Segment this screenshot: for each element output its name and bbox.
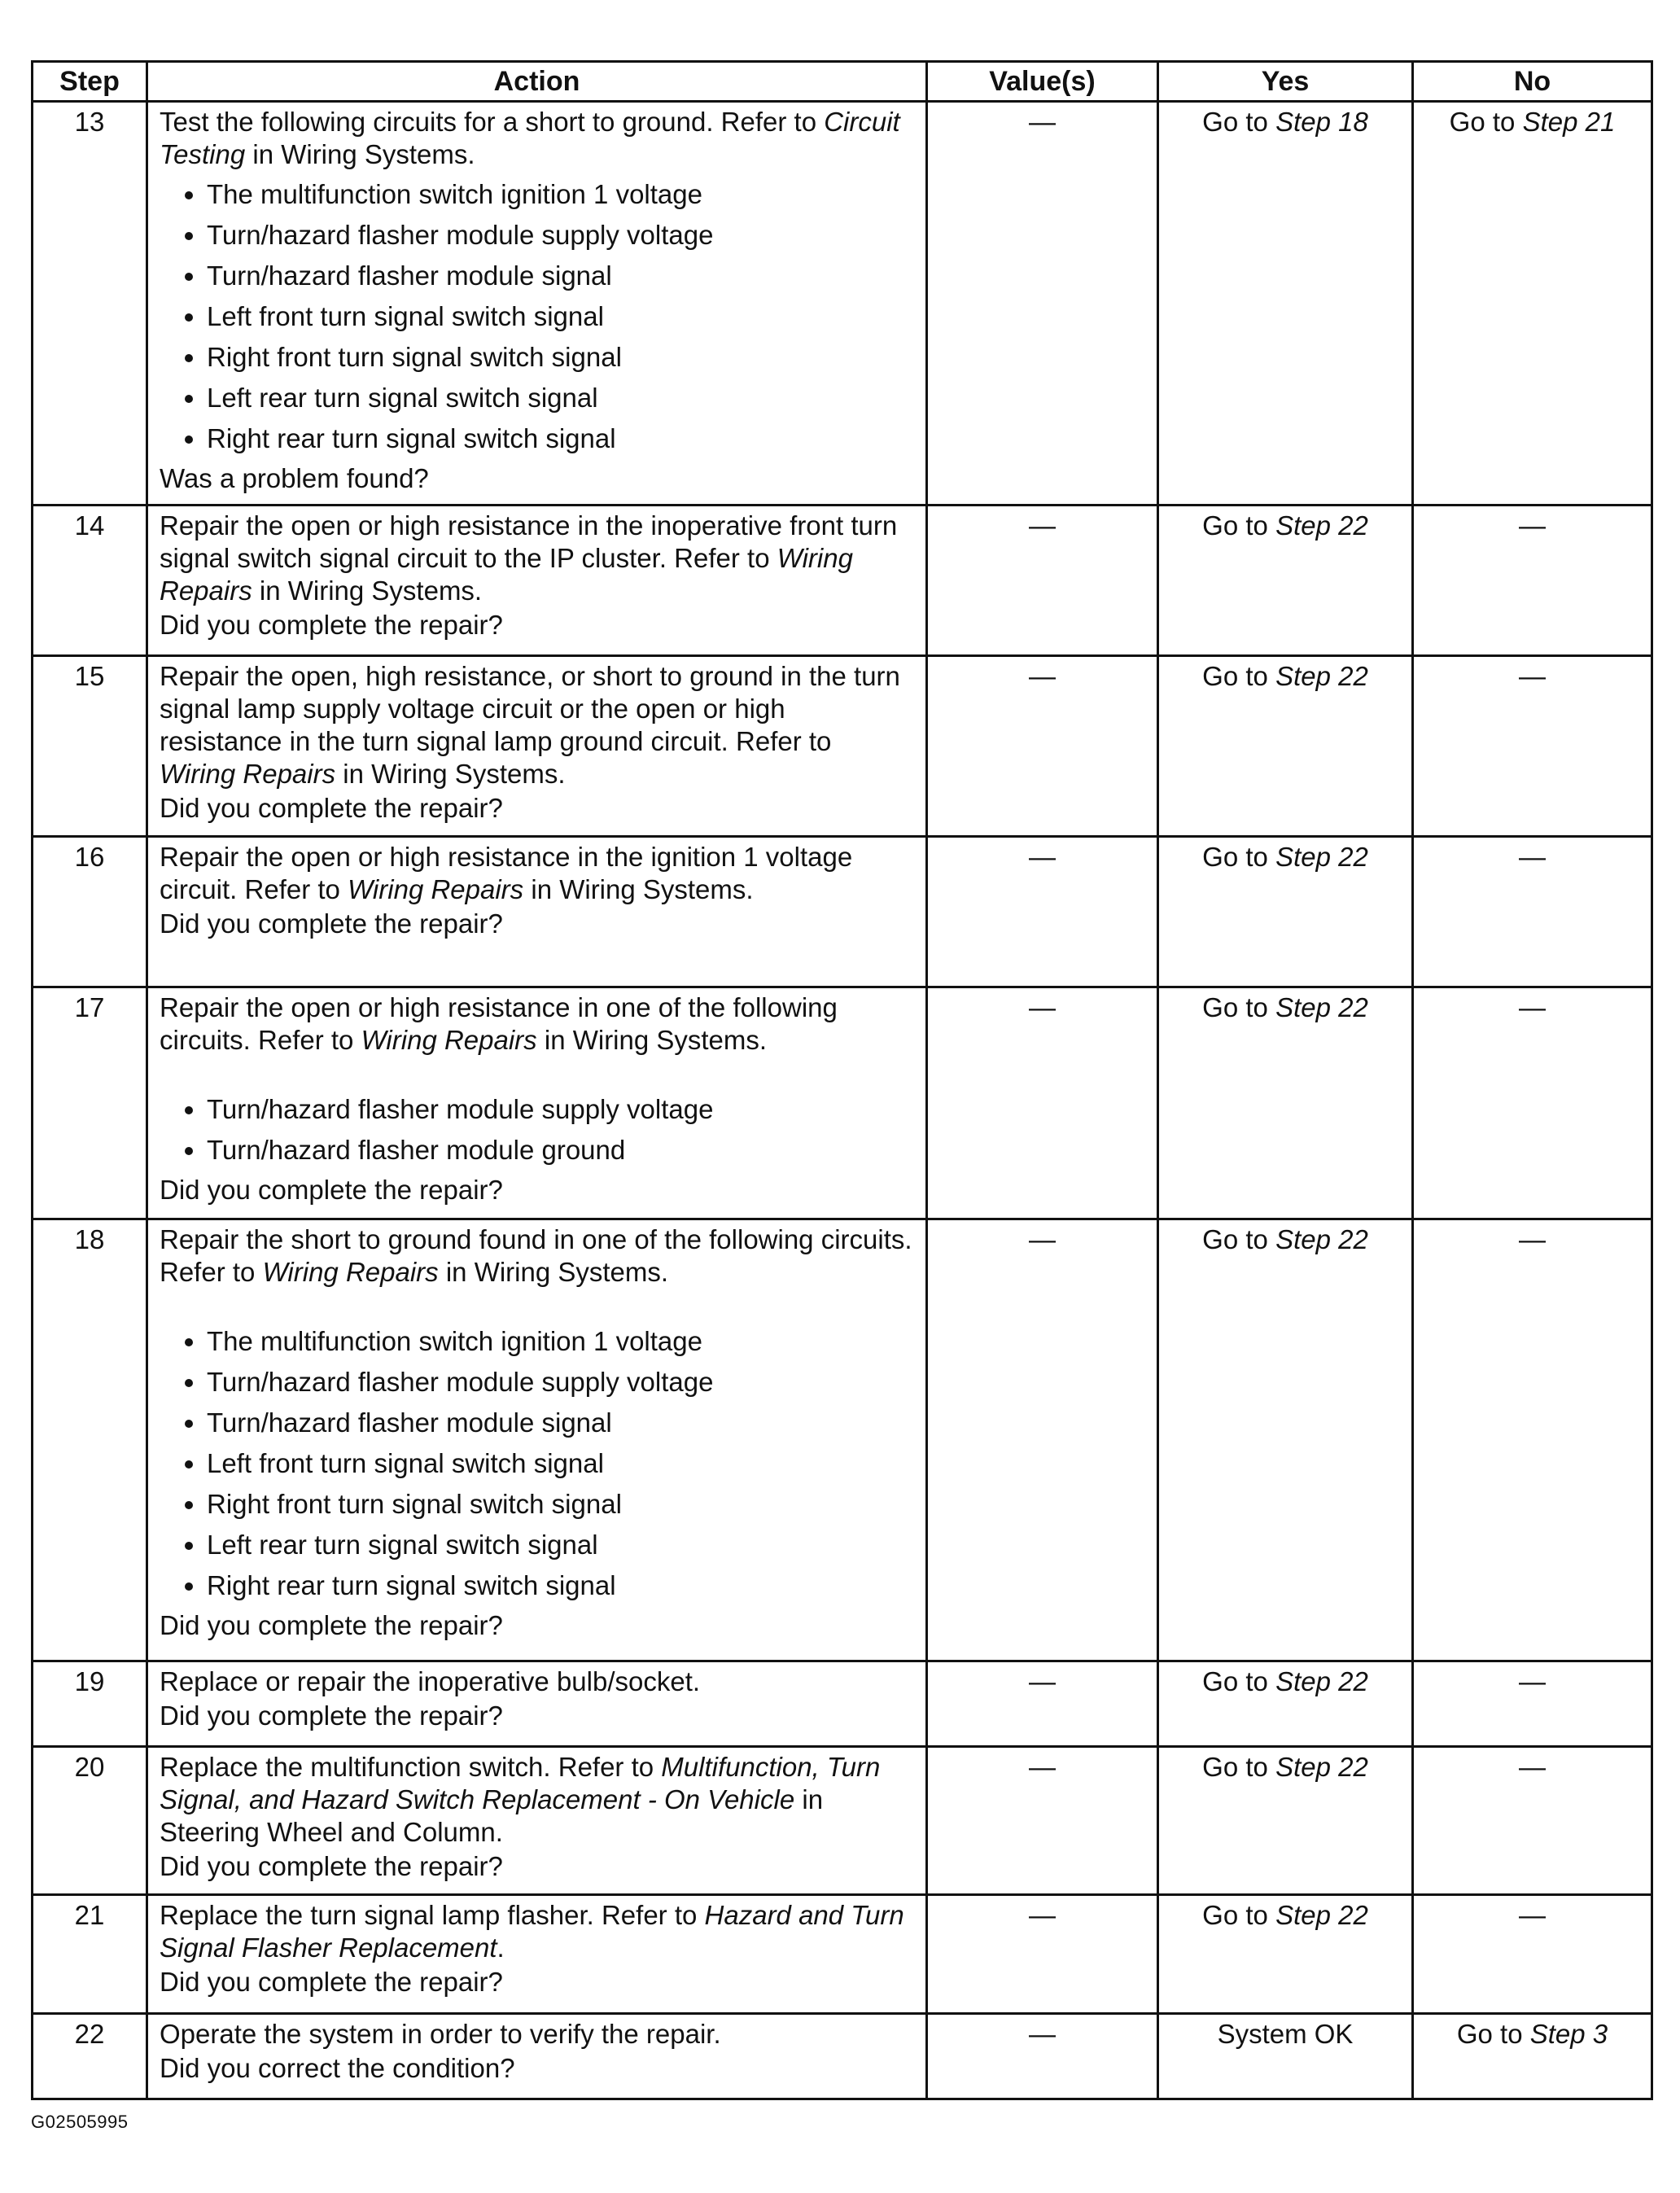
value-cell: — (927, 1661, 1158, 1747)
value-cell: — (927, 1219, 1158, 1661)
step-number: 20 (33, 1747, 147, 1895)
yes-step-ref: Step 22 (1275, 1666, 1368, 1696)
yes-text: Go to (1202, 842, 1276, 872)
no-cell (1413, 102, 1652, 506)
circuit-list-item: • Turn/hazard flasher module signal (207, 1403, 914, 1443)
yes-text: Go to (1202, 1752, 1276, 1782)
value-cell: — (927, 837, 1158, 987)
yes-text: Go to (1202, 510, 1276, 541)
action-question: Did you complete the repair? (160, 1701, 503, 1731)
yes-cell (1158, 1219, 1413, 1661)
no-cell: — (1413, 1747, 1652, 1895)
step-number: 17 (33, 987, 147, 1219)
action-text-post: in Wiring Systems. (245, 139, 475, 169)
action-reference: Circuit Testing (160, 107, 900, 169)
action-text-pre: Replace the turn signal lamp flasher. Refer to (160, 1900, 705, 1930)
action-text-pre: Repair the open, high resistance, or short to ground in the turn signal lamp supply voltage circuit or the open or high resistance in the turn signal lamp ground circuit. Refer to (160, 661, 900, 756)
no-step-ref: Step 21 (1522, 107, 1616, 137)
action-text-pre: Repair the open or high resistance in the ignition 1 voltage circuit. Refer to (160, 842, 853, 904)
action-text (160, 991, 914, 1057)
no-cell: — (1413, 987, 1652, 1219)
yes-step-ref: Step 22 (1275, 1900, 1368, 1930)
no-cell: — (1413, 837, 1652, 987)
yes-step-ref: Step 22 (1275, 510, 1368, 541)
circuit-list (160, 1089, 914, 1171)
no-cell: — (1413, 656, 1652, 837)
circuit-list (160, 174, 914, 459)
yes-step-ref: Step 22 (1275, 842, 1368, 872)
action-reference: Hazard and Turn Signal Flasher Replacement (160, 1900, 904, 1963)
action-text-pre: Repair the short to ground found in one of the following circuits. Refer to (160, 1224, 912, 1287)
table-row (33, 506, 1652, 656)
action-cell (147, 837, 927, 987)
action-text (160, 1899, 914, 1964)
action-text-post: in Wiring Systems. (252, 576, 483, 606)
no-cell: — (1413, 1895, 1652, 2014)
action-cell (147, 987, 927, 1219)
header-action: Action (147, 62, 927, 102)
circuit-list-item: • The multifunction switch ignition 1 voltage (207, 1321, 914, 1362)
action-text-pre: Replace the multifunction switch. Refer to (160, 1752, 662, 1782)
action-cell (147, 1219, 927, 1661)
circuit-list-item: • Right front turn signal switch signal (207, 337, 914, 378)
action-content (160, 1751, 914, 1883)
header-no: No (1413, 62, 1652, 102)
action-reference: Wiring Repairs (348, 874, 524, 904)
yes-step-ref: Step 22 (1275, 1224, 1368, 1254)
circuit-list-item: • Left rear turn signal switch signal (207, 1525, 914, 1565)
value-cell: — (927, 987, 1158, 1219)
action-question: Did you complete the repair? (160, 1175, 503, 1205)
action-cell (147, 1895, 927, 2014)
action-text-post: in Wiring Systems. (523, 874, 754, 904)
yes-text: Go to (1202, 992, 1276, 1022)
step-number: 22 (33, 2014, 147, 2099)
yes-text: Go to (1202, 1224, 1276, 1254)
table-row (33, 1661, 1652, 1747)
header-values: Value(s) (927, 62, 1158, 102)
yes-text: System OK (1217, 2019, 1354, 2049)
action-text-pre: Test the following circuits for a short to ground. Refer to (160, 107, 825, 137)
action-question: Did you complete the repair? (160, 793, 503, 823)
no-cell: — (1413, 506, 1652, 656)
table-row (33, 656, 1652, 837)
spacer (160, 1057, 914, 1086)
yes-step-ref: Step 22 (1275, 1752, 1368, 1782)
action-reference: Multifunction, Turn Signal, and Hazard Switch Replacement - On Vehicle (160, 1752, 881, 1814)
action-question: Was a problem found? (160, 463, 429, 493)
circuit-list-item: • Turn/hazard flasher module ground (207, 1130, 914, 1171)
action-content (160, 841, 914, 940)
table-row (33, 837, 1652, 987)
yes-cell (1158, 506, 1413, 656)
action-reference: Wiring Repairs (160, 543, 853, 606)
circuit-list-item: • Right front turn signal switch signal (207, 1484, 914, 1525)
no-cell: — (1413, 1661, 1652, 1747)
yes-text: Go to (1202, 107, 1276, 137)
yes-cell (1158, 837, 1413, 987)
action-content (160, 2018, 914, 2085)
yes-cell (1158, 102, 1413, 506)
value-cell: — (927, 1747, 1158, 1895)
action-text (160, 106, 914, 171)
circuit-list-item: • Left front turn signal switch signal (207, 296, 914, 337)
circuit-list-item: • Right rear turn signal switch signal (207, 418, 914, 459)
circuit-list-item: • Turn/hazard flasher module supply voltage (207, 1362, 914, 1403)
action-reference: Wiring Repairs (361, 1025, 537, 1055)
table-row (33, 1895, 1652, 2014)
no-text: Go to (1456, 2019, 1530, 2049)
action-cell (147, 1661, 927, 1747)
circuit-list (160, 1321, 914, 1606)
yes-cell (1158, 656, 1413, 837)
step-number: 18 (33, 1219, 147, 1661)
action-text (160, 2018, 914, 2051)
circuit-list-item: • Left front turn signal switch signal (207, 1443, 914, 1484)
yes-cell (1158, 1661, 1413, 1747)
yes-text: Go to (1202, 661, 1276, 691)
action-question: Did you complete the repair? (160, 1967, 503, 1997)
action-cell (147, 2014, 927, 2099)
action-cell (147, 506, 927, 656)
action-text (160, 1751, 914, 1849)
circuit-list-item: • Left rear turn signal switch signal (207, 378, 914, 418)
circuit-list-item: • The multifunction switch ignition 1 voltage (207, 174, 914, 215)
table-row (33, 1219, 1652, 1661)
action-text (160, 1223, 914, 1289)
action-cell (147, 656, 927, 837)
header-row (33, 62, 1652, 102)
action-question: Did you correct the condition? (160, 2053, 515, 2083)
yes-step-ref: Step 22 (1275, 992, 1368, 1022)
action-content (160, 660, 914, 825)
action-content (160, 991, 914, 1206)
action-text-pre: Repair the open or high resistance in one of the following circuits. Refer to (160, 992, 838, 1055)
step-number: 13 (33, 102, 147, 506)
action-text-post: in Wiring Systems. (335, 759, 566, 789)
step-number: 15 (33, 656, 147, 837)
action-cell (147, 102, 927, 506)
table-row (33, 987, 1652, 1219)
action-content (160, 1899, 914, 1998)
yes-text: Go to (1202, 1666, 1276, 1696)
no-cell: — (1413, 1219, 1652, 1661)
figure-code: G02505995 (31, 2112, 129, 2132)
action-cell (147, 1747, 927, 1895)
spacer (160, 1289, 914, 1318)
action-content (160, 1223, 914, 1642)
action-text-post: . (497, 1933, 505, 1963)
action-question: Did you complete the repair? (160, 610, 503, 640)
action-text-pre: Operate the system in order to verify the repair. (160, 2019, 721, 2049)
action-text-post: in Wiring Systems. (536, 1025, 768, 1055)
action-question: Did you complete the repair? (160, 1851, 503, 1881)
step-number: 19 (33, 1661, 147, 1747)
action-content (160, 106, 914, 495)
step-number: 16 (33, 837, 147, 987)
action-reference: Wiring Repairs (262, 1257, 439, 1287)
circuit-list-item: • Right rear turn signal switch signal (207, 1565, 914, 1606)
no-cell (1413, 2014, 1652, 2099)
action-text (160, 841, 914, 906)
header-step: Step (33, 62, 147, 102)
yes-cell (1158, 2014, 1413, 2099)
value-cell: — (927, 506, 1158, 656)
step-number: 21 (33, 1895, 147, 2014)
action-question: Did you complete the repair? (160, 908, 503, 939)
circuit-list-item: • Turn/hazard flasher module supply voltage (207, 215, 914, 256)
yes-text: Go to (1202, 1900, 1276, 1930)
no-step-ref: Step 3 (1529, 2019, 1608, 2049)
action-text-pre: Repair the open or high resistance in the inoperative front turn signal switch signal circuit to the IP cluster. Refer to (160, 510, 898, 573)
step-number: 14 (33, 506, 147, 656)
action-question: Did you complete the repair? (160, 1610, 503, 1640)
circuit-list-item: • Turn/hazard flasher module signal (207, 256, 914, 296)
yes-cell (1158, 987, 1413, 1219)
value-cell: — (927, 2014, 1158, 2099)
action-text-post: in Steering Wheel and Column. (160, 1784, 824, 1847)
table-row (33, 1747, 1652, 1895)
action-text (160, 510, 914, 607)
no-text: Go to (1449, 107, 1523, 137)
diagnostic-table (31, 60, 1653, 2100)
yes-cell (1158, 1895, 1413, 2014)
value-cell: — (927, 102, 1158, 506)
circuit-list-item: • Turn/hazard flasher module supply voltage (207, 1089, 914, 1130)
value-cell: — (927, 656, 1158, 837)
value-cell: — (927, 1895, 1158, 2014)
action-text (160, 1666, 914, 1698)
yes-cell (1158, 1747, 1413, 1895)
table-row (33, 102, 1652, 506)
action-content (160, 1666, 914, 1732)
action-text-post: in Wiring Systems. (438, 1257, 669, 1287)
yes-step-ref: Step 22 (1275, 661, 1368, 691)
table-row (33, 2014, 1652, 2099)
action-content (160, 510, 914, 641)
table-body (33, 102, 1652, 2099)
action-text (160, 660, 914, 790)
action-reference: Wiring Repairs (160, 759, 336, 789)
header-yes: Yes (1158, 62, 1413, 102)
action-text-pre: Replace or repair the inoperative bulb/socket. (160, 1666, 701, 1696)
yes-step-ref: Step 18 (1275, 107, 1368, 137)
